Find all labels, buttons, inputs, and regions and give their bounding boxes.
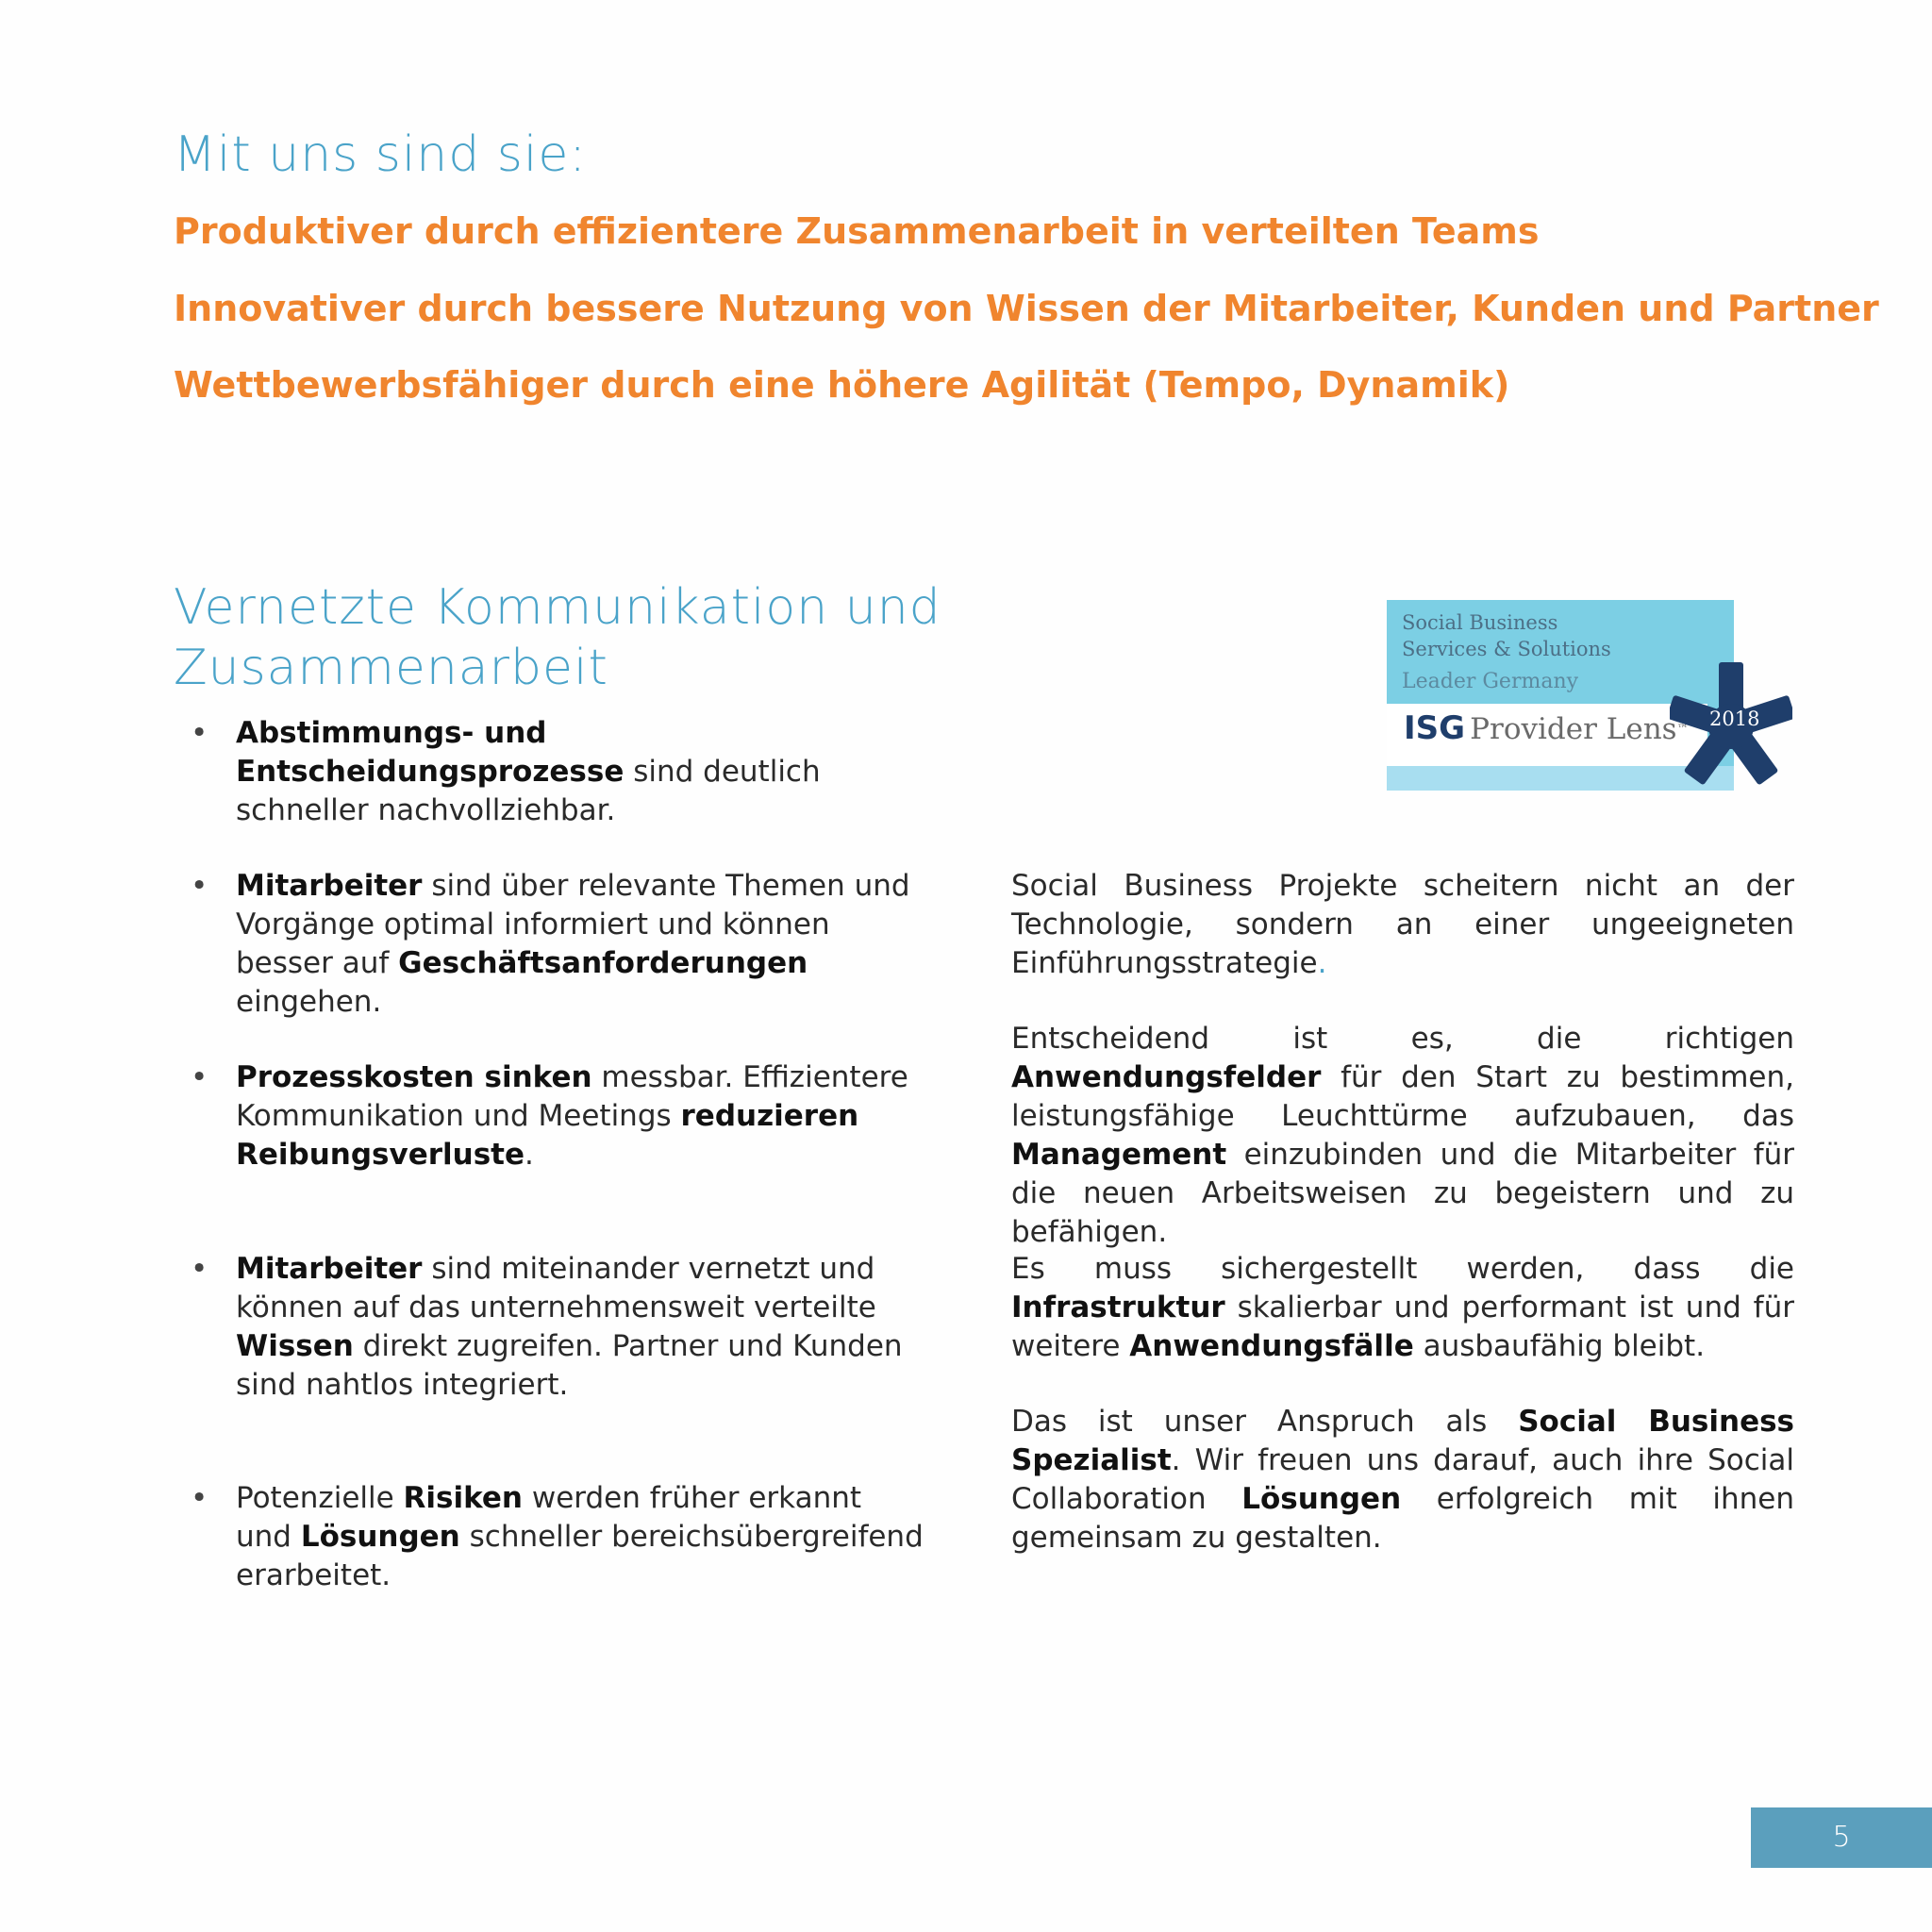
section-heading-line1: Vernetzte Kommunikation und: [174, 579, 941, 636]
isg-logo: [1404, 709, 1689, 747]
bold-term: reduzieren Reibungsverluste: [236, 1099, 859, 1172]
isg-logo-mark: ISG: [1404, 709, 1466, 747]
list-text: sind miteinander vernetzt und können auf das unternehmensweit verteilte: [236, 1252, 876, 1324]
paragraph-claim: [1011, 1403, 1794, 1557]
paragraph-text: Es muss sichergestellt werden, dass die: [1011, 1252, 1794, 1286]
paragraph-text: einzubinden und die Mitarbeiter für die neuen Arbeitsweisen zu begeistern und zu befähigen.: [1011, 1138, 1794, 1249]
bold-term: Anwendungsfälle: [1129, 1329, 1414, 1363]
bullet-marker: •: [191, 1060, 208, 1094]
list-text: eingehen.: [236, 985, 382, 1019]
bold-term: Geschäftsanforderungen: [398, 946, 808, 980]
bullet-marker: •: [191, 1481, 208, 1515]
bold-term: Lösungen: [300, 1520, 460, 1554]
paragraph-text: Das ist unser Anspruch als: [1011, 1405, 1519, 1439]
page-title: Mit uns sind sie:: [174, 126, 587, 183]
list-text: messbar. Effizientere Kommunikation und Meetings: [236, 1060, 908, 1133]
benefit-competitive: Wettbewerbsfähiger durch eine höhere Agilität (Tempo, Dynamik): [174, 364, 1510, 406]
paragraph-infrastructure: [1011, 1250, 1794, 1366]
page-number: 5: [1832, 1821, 1851, 1854]
page-number-box: [1751, 1807, 1932, 1868]
paragraph-text: .: [1317, 946, 1327, 980]
paragraph-text: skalierbar und performant ist und für weitere: [1011, 1291, 1794, 1363]
list-item: [191, 1479, 924, 1595]
list-item: [191, 1058, 924, 1174]
section-heading-line2: Zusammenarbeit: [174, 640, 608, 696]
paragraph-text: Social Business Projekte scheitern nicht an der Technologie, sondern an einer ungeeigneten Einführungsstrategie: [1011, 869, 1794, 980]
paragraph-text: für den Start zu bestimmen, leistungsfähige Leuchttürme aufzubauen, das: [1011, 1060, 1794, 1133]
bullet-marker: •: [191, 716, 208, 750]
bold-term: Abstimmungs- und Entscheidungsprozesse: [236, 716, 625, 789]
paragraph-text: erfolgreich mit ihnen gemeinsam zu gestalten.: [1011, 1482, 1794, 1555]
bold-term: Anwendungsfelder: [1011, 1060, 1322, 1094]
bold-term: Wissen: [236, 1329, 354, 1363]
list-text: Potenzielle: [236, 1481, 404, 1515]
bold-term: Lösungen: [1241, 1482, 1402, 1516]
list-text: schneller bereichsübergreifend erarbeitet.: [236, 1520, 924, 1592]
list-text: direkt zugreifen. Partner und Kunden sind nahtlos integriert.: [236, 1329, 903, 1402]
section-heading: [174, 577, 941, 698]
list-text: werden früher erkannt und: [236, 1481, 862, 1554]
bold-term: Mitarbeiter: [236, 869, 423, 903]
benefit-innovative: Innovativer durch bessere Nutzung von Wissen der Mitarbeiter, Kunden und Partner: [174, 288, 1879, 329]
badge-line-2: Services & Solutions: [1402, 638, 1611, 660]
list-item: [191, 867, 924, 1022]
bold-term: Risiken: [403, 1481, 523, 1515]
list-text: .: [525, 1138, 534, 1172]
isg-provider-lens-badge: [1387, 600, 1794, 792]
paragraph-text: ausbaufähig bleibt.: [1413, 1329, 1706, 1363]
list-text: sind deutlich schneller nachvollziehbar.: [236, 755, 821, 827]
trademark-mark: ™: [1676, 722, 1689, 736]
bullet-marker: •: [191, 1252, 208, 1286]
paragraph-text: . Wir freuen uns darauf, auch ihre Social Collaboration: [1011, 1443, 1794, 1516]
paragraph-text: Entscheidend ist es, die richtigen: [1011, 1022, 1794, 1056]
bold-term: Social Business Spezialist: [1011, 1405, 1794, 1477]
badge-line-1: Social Business: [1402, 611, 1558, 634]
list-item: [191, 714, 924, 830]
bullet-marker: •: [191, 869, 208, 903]
badge-line-3: Leader Germany: [1402, 670, 1579, 693]
list-text: sind über relevante Themen und Vorgänge optimal informiert und können besser auf: [236, 869, 910, 980]
bold-term: Infrastruktur: [1011, 1291, 1225, 1324]
bold-term: Mitarbeiter: [236, 1252, 423, 1286]
isg-logo-text: Provider Lens: [1470, 712, 1677, 746]
list-item: [191, 1250, 924, 1405]
bold-term: Prozesskosten sinken: [236, 1060, 592, 1094]
paragraph-fields: [1011, 1020, 1794, 1252]
badge-year: 2018: [1709, 708, 1760, 730]
benefit-productive: Produktiver durch effizientere Zusammenarbeit in verteilten Teams: [174, 210, 1540, 252]
paragraph-technology: [1011, 867, 1794, 983]
bold-term: Management: [1011, 1138, 1227, 1172]
